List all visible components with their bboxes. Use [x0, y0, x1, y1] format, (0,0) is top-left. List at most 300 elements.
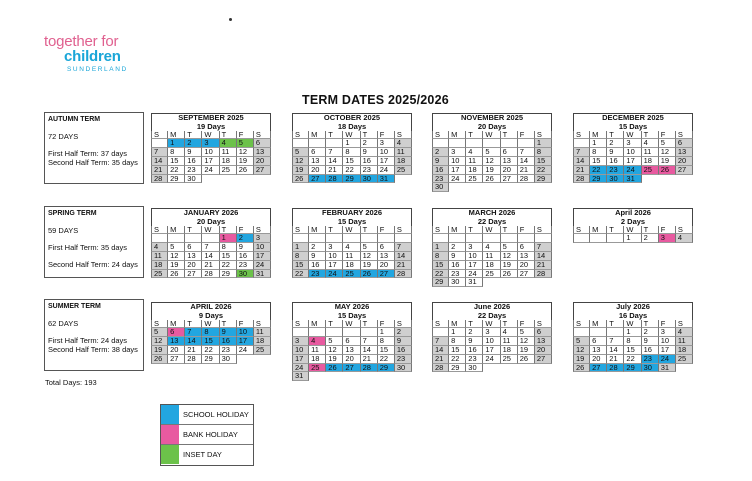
weekday-header: S: [254, 131, 271, 140]
weekday-header: S: [573, 131, 590, 140]
day-cell: 27: [518, 270, 535, 279]
day-cell: 27: [185, 270, 202, 279]
weekday-header: T: [466, 320, 483, 329]
day-cell: 3: [659, 328, 676, 337]
day-cell: 30: [220, 355, 237, 364]
day-cell: 12: [501, 252, 518, 261]
weekday-header: S: [151, 226, 168, 235]
day-cell: 12: [573, 346, 590, 355]
empty-cell: [501, 139, 518, 148]
day-cell: 19: [518, 346, 535, 355]
day-cell: 8: [449, 337, 466, 346]
day-cell: 17: [237, 337, 254, 346]
day-cell: 18: [395, 157, 412, 166]
day-cell: 21: [361, 355, 378, 364]
day-cell: 8: [432, 252, 449, 261]
day-cell: 9: [432, 157, 449, 166]
weekday-header: M: [590, 131, 607, 140]
day-cell: 24: [659, 355, 676, 364]
weekday-header: M: [590, 320, 607, 329]
day-cell: 23: [395, 355, 412, 364]
day-cell: 22: [220, 261, 237, 270]
legend-label: BANK HOLIDAY: [183, 430, 238, 439]
day-cell: 27: [309, 175, 326, 184]
day-cell: 26: [361, 270, 378, 279]
day-cell: 4: [676, 234, 693, 243]
day-cell: 26: [151, 355, 168, 364]
month-header: [573, 113, 693, 131]
day-cell: 3: [254, 234, 271, 243]
empty-cell: [501, 234, 518, 243]
day-cell: 12: [326, 346, 343, 355]
day-cell: 19: [501, 261, 518, 270]
day-cell: 2: [237, 234, 254, 243]
empty-cell: [466, 234, 483, 243]
day-cell: 24: [237, 346, 254, 355]
weekday-header: T: [361, 226, 378, 235]
empty-cell: [590, 328, 607, 337]
day-cell: 1: [220, 234, 237, 243]
weekday-header: F: [378, 320, 395, 329]
month-calendar: [151, 208, 271, 278]
weekday-header: T: [642, 131, 659, 140]
day-cell: 15: [220, 252, 237, 261]
day-cell: 4: [343, 243, 360, 252]
empty-cell: [535, 234, 552, 243]
day-cell: 30: [432, 183, 449, 192]
month-header: [151, 113, 271, 131]
day-cell: 11: [254, 328, 271, 337]
weekday-header: T: [220, 226, 237, 235]
day-cell: 10: [237, 328, 254, 337]
day-cell: 13: [168, 337, 185, 346]
legend-label: SCHOOL HOLIDAY: [183, 410, 249, 419]
day-cell: 27: [501, 175, 518, 184]
weekday-header: S: [676, 320, 693, 329]
weekday-header: F: [237, 320, 254, 329]
legend-bank-holiday: [161, 425, 253, 445]
weekday-header: F: [659, 131, 676, 140]
weekday-header: T: [326, 131, 343, 140]
weekday-header: T: [185, 131, 202, 140]
day-cell: 19: [292, 166, 309, 175]
day-cell: 6: [254, 139, 271, 148]
day-cell: 3: [449, 148, 466, 157]
day-cell: 1: [590, 139, 607, 148]
day-cell: 29: [535, 175, 552, 184]
day-cell: 22: [590, 166, 607, 175]
day-cell: 28: [432, 364, 449, 373]
day-cell: 26: [573, 364, 590, 373]
day-cell: 15: [202, 337, 219, 346]
day-cell: 10: [292, 346, 309, 355]
month-calendar: [292, 208, 412, 278]
day-cell: 3: [466, 243, 483, 252]
day-cell: 2: [361, 139, 378, 148]
day-cell: 1: [292, 243, 309, 252]
month-header: [432, 113, 552, 131]
weekday-header: M: [309, 226, 326, 235]
day-cell: 10: [202, 148, 219, 157]
day-cell: 23: [185, 166, 202, 175]
month-name: DECEMBER 2025: [602, 113, 664, 122]
day-cell: 28: [395, 270, 412, 279]
month-grid: [292, 131, 412, 184]
day-cell: 29: [590, 175, 607, 184]
day-cell: 1: [168, 139, 185, 148]
day-cell: 5: [151, 328, 168, 337]
weekday-header: S: [432, 131, 449, 140]
weekday-header: M: [449, 320, 466, 329]
day-cell: 1: [432, 243, 449, 252]
day-cell: 12: [483, 157, 500, 166]
weekday-header: T: [185, 320, 202, 329]
weekday-header: S: [254, 226, 271, 235]
day-cell: 13: [309, 157, 326, 166]
day-cell: 24: [378, 166, 395, 175]
empty-cell: [466, 139, 483, 148]
day-cell: 6: [501, 148, 518, 157]
day-cell: 2: [642, 328, 659, 337]
day-cell: 2: [607, 139, 624, 148]
weekday-header: S: [535, 131, 552, 140]
month-grid: [292, 320, 412, 382]
day-cell: 3: [483, 328, 500, 337]
empty-cell: [449, 234, 466, 243]
logo-line-2: children: [64, 48, 121, 65]
school-holiday-swatch: [161, 405, 179, 424]
day-cell: 2: [466, 328, 483, 337]
day-cell: 6: [676, 139, 693, 148]
day-cell: 13: [535, 337, 552, 346]
day-cell: 9: [237, 243, 254, 252]
weekday-header: M: [309, 131, 326, 140]
day-cell: 17: [292, 355, 309, 364]
day-cell: 28: [326, 175, 343, 184]
day-cell: 21: [202, 261, 219, 270]
weekday-header: S: [151, 320, 168, 329]
weekday-header: M: [309, 320, 326, 329]
day-cell: 10: [378, 148, 395, 157]
weekday-header: T: [326, 226, 343, 235]
day-cell: 9: [607, 148, 624, 157]
day-cell: 23: [361, 166, 378, 175]
month-day-count: 22 Days: [477, 310, 507, 320]
month-calendar: [432, 113, 552, 192]
day-cell: 28: [607, 364, 624, 373]
term-days: 59 DAYS: [48, 226, 79, 235]
month-header: [432, 208, 552, 226]
day-cell: 16: [642, 346, 659, 355]
day-cell: 16: [432, 166, 449, 175]
day-cell: 17: [624, 157, 641, 166]
day-cell: 7: [535, 243, 552, 252]
month-header: [151, 302, 271, 320]
day-cell: 11: [676, 337, 693, 346]
day-cell: 16: [466, 346, 483, 355]
day-cell: 14: [326, 157, 343, 166]
weekday-header: F: [659, 226, 676, 235]
weekday-header: T: [220, 131, 237, 140]
month-grid: [432, 320, 552, 373]
empty-cell: [432, 328, 449, 337]
day-cell: 29: [343, 175, 360, 184]
day-cell: 13: [254, 148, 271, 157]
month-header: [292, 208, 412, 226]
month-calendar: [573, 302, 693, 372]
day-cell: 27: [343, 364, 360, 373]
weekday-header: F: [237, 131, 254, 140]
weekday-header: W: [202, 320, 219, 329]
day-cell: 14: [395, 252, 412, 261]
day-cell: 23: [237, 261, 254, 270]
weekday-header: T: [607, 320, 624, 329]
month-day-count: 16 Days: [618, 310, 648, 320]
month-name: July 2026: [616, 302, 650, 311]
day-cell: 21: [326, 166, 343, 175]
day-cell: 19: [361, 261, 378, 270]
day-cell: 20: [590, 355, 607, 364]
month-header: [151, 208, 271, 226]
day-cell: 12: [659, 148, 676, 157]
empty-cell: [292, 139, 309, 148]
day-cell: 11: [466, 157, 483, 166]
month-name: FEBRUARY 2026: [321, 208, 383, 217]
term-second-half: Second Half Term: 38 days: [48, 345, 138, 354]
day-cell: 17: [326, 261, 343, 270]
day-cell: 6: [168, 328, 185, 337]
day-cell: 26: [518, 355, 535, 364]
day-cell: 29: [624, 364, 641, 373]
day-cell: 25: [254, 346, 271, 355]
day-cell: 9: [395, 337, 412, 346]
weekday-header: S: [292, 226, 309, 235]
empty-cell: [309, 139, 326, 148]
day-cell: 26: [659, 166, 676, 175]
month-calendar: [292, 302, 412, 381]
empty-cell: [573, 328, 590, 337]
day-cell: 4: [309, 337, 326, 346]
day-cell: 17: [449, 166, 466, 175]
weekday-header: S: [292, 131, 309, 140]
day-cell: 22: [378, 355, 395, 364]
day-cell: 15: [535, 157, 552, 166]
day-cell: 4: [151, 243, 168, 252]
day-cell: 22: [624, 355, 641, 364]
day-cell: 7: [518, 148, 535, 157]
day-cell: 31: [254, 270, 271, 279]
autumn-term-box: [44, 112, 144, 184]
day-cell: 11: [642, 148, 659, 157]
day-cell: 23: [220, 346, 237, 355]
weekday-header: S: [676, 226, 693, 235]
day-cell: 23: [466, 355, 483, 364]
logo: [44, 34, 154, 73]
empty-cell: [292, 234, 309, 243]
weekday-header: T: [501, 131, 518, 140]
day-cell: 1: [378, 328, 395, 337]
day-cell: 18: [501, 346, 518, 355]
day-cell: 30: [607, 175, 624, 184]
day-cell: 14: [185, 337, 202, 346]
day-cell: 21: [607, 355, 624, 364]
day-cell: 19: [326, 355, 343, 364]
day-cell: 25: [395, 166, 412, 175]
day-cell: 7: [432, 337, 449, 346]
day-cell: 30: [642, 364, 659, 373]
day-cell: 18: [676, 346, 693, 355]
weekday-header: S: [432, 320, 449, 329]
weekday-header: S: [254, 320, 271, 329]
weekday-header: W: [343, 226, 360, 235]
weekday-header: T: [361, 131, 378, 140]
day-cell: 7: [202, 243, 219, 252]
day-cell: 25: [642, 166, 659, 175]
term-first-half: First Half Term: 37 days: [48, 149, 128, 158]
month-header: [573, 208, 693, 226]
day-cell: 28: [535, 270, 552, 279]
day-cell: 11: [395, 148, 412, 157]
day-cell: 2: [185, 139, 202, 148]
day-cell: 21: [573, 166, 590, 175]
day-cell: 22: [202, 346, 219, 355]
weekday-header: T: [361, 320, 378, 329]
day-cell: 23: [642, 355, 659, 364]
day-cell: 27: [254, 166, 271, 175]
day-cell: 21: [432, 355, 449, 364]
month-name: SEPTEMBER 2025: [178, 113, 244, 122]
day-cell: 22: [449, 355, 466, 364]
day-cell: 27: [168, 355, 185, 364]
weekday-header: W: [624, 226, 641, 235]
day-cell: 11: [483, 252, 500, 261]
month-calendar: [432, 302, 552, 372]
empty-cell: [432, 139, 449, 148]
month-day-count: 2 Days: [620, 216, 646, 226]
empty-cell: [395, 234, 412, 243]
day-cell: 5: [659, 139, 676, 148]
empty-cell: [432, 234, 449, 243]
day-cell: 4: [220, 139, 237, 148]
term-name: AUTUMN TERM: [48, 116, 101, 123]
day-cell: 14: [573, 157, 590, 166]
day-cell: 18: [642, 157, 659, 166]
day-cell: 24: [466, 270, 483, 279]
day-cell: 20: [378, 261, 395, 270]
day-cell: 5: [292, 148, 309, 157]
day-cell: 20: [343, 355, 360, 364]
day-cell: 20: [518, 261, 535, 270]
logo-line-1: together for: [44, 33, 119, 50]
day-cell: 3: [202, 139, 219, 148]
weekday-header: T: [466, 131, 483, 140]
day-cell: 30: [449, 278, 466, 287]
weekday-header: T: [642, 226, 659, 235]
day-cell: 30: [185, 175, 202, 184]
day-cell: 8: [292, 252, 309, 261]
month-grid: [573, 226, 693, 244]
empty-cell: [343, 234, 360, 243]
empty-cell: [168, 234, 185, 243]
month-grid: [432, 226, 552, 288]
day-cell: 15: [343, 157, 360, 166]
day-cell: 25: [309, 364, 326, 373]
weekday-header: F: [378, 226, 395, 235]
empty-cell: [483, 234, 500, 243]
day-cell: 10: [483, 337, 500, 346]
day-cell: 20: [676, 157, 693, 166]
day-cell: 16: [220, 337, 237, 346]
day-cell: 20: [309, 166, 326, 175]
day-cell: 7: [326, 148, 343, 157]
day-cell: 29: [202, 355, 219, 364]
day-cell: 5: [361, 243, 378, 252]
month-day-count: 15 Days: [337, 216, 367, 226]
empty-cell: [607, 328, 624, 337]
logo-line-3: SUNDERLAND: [67, 66, 128, 73]
month-name: June 2026: [473, 302, 511, 311]
day-cell: 1: [343, 139, 360, 148]
day-cell: 28: [185, 355, 202, 364]
spring-term-box: [44, 206, 144, 278]
day-cell: 5: [518, 328, 535, 337]
day-cell: 10: [624, 148, 641, 157]
empty-cell: [292, 328, 309, 337]
day-cell: 21: [185, 346, 202, 355]
day-cell: 13: [676, 148, 693, 157]
day-cell: 21: [535, 261, 552, 270]
day-cell: 16: [395, 346, 412, 355]
day-cell: 6: [343, 337, 360, 346]
weekday-header: M: [168, 226, 185, 235]
weekday-header: T: [466, 226, 483, 235]
day-cell: 5: [483, 148, 500, 157]
day-cell: 30: [237, 270, 254, 279]
day-cell: 26: [483, 175, 500, 184]
day-cell: 29: [168, 175, 185, 184]
day-cell: 13: [378, 252, 395, 261]
day-cell: 16: [607, 157, 624, 166]
day-cell: 7: [185, 328, 202, 337]
day-cell: 22: [168, 166, 185, 175]
weekday-header: W: [624, 131, 641, 140]
day-cell: 3: [326, 243, 343, 252]
legend-inset-day: [161, 445, 253, 465]
day-cell: 28: [518, 175, 535, 184]
day-cell: 16: [309, 261, 326, 270]
day-cell: 18: [466, 166, 483, 175]
empty-cell: [202, 234, 219, 243]
day-cell: 6: [518, 243, 535, 252]
day-cell: 16: [449, 261, 466, 270]
month-day-count: 18 Days: [337, 121, 367, 131]
day-cell: 9: [185, 148, 202, 157]
day-cell: 11: [220, 148, 237, 157]
day-cell: 8: [590, 148, 607, 157]
weekday-header: W: [343, 131, 360, 140]
bank-holiday-swatch: [161, 425, 179, 444]
term-name: SUMMER TERM: [48, 303, 101, 310]
empty-cell: [518, 139, 535, 148]
weekday-header: W: [343, 320, 360, 329]
day-cell: 15: [449, 346, 466, 355]
day-cell: 14: [607, 346, 624, 355]
day-cell: 7: [607, 337, 624, 346]
weekday-header: S: [292, 320, 309, 329]
day-cell: 8: [378, 337, 395, 346]
day-cell: 5: [573, 337, 590, 346]
day-cell: 10: [326, 252, 343, 261]
